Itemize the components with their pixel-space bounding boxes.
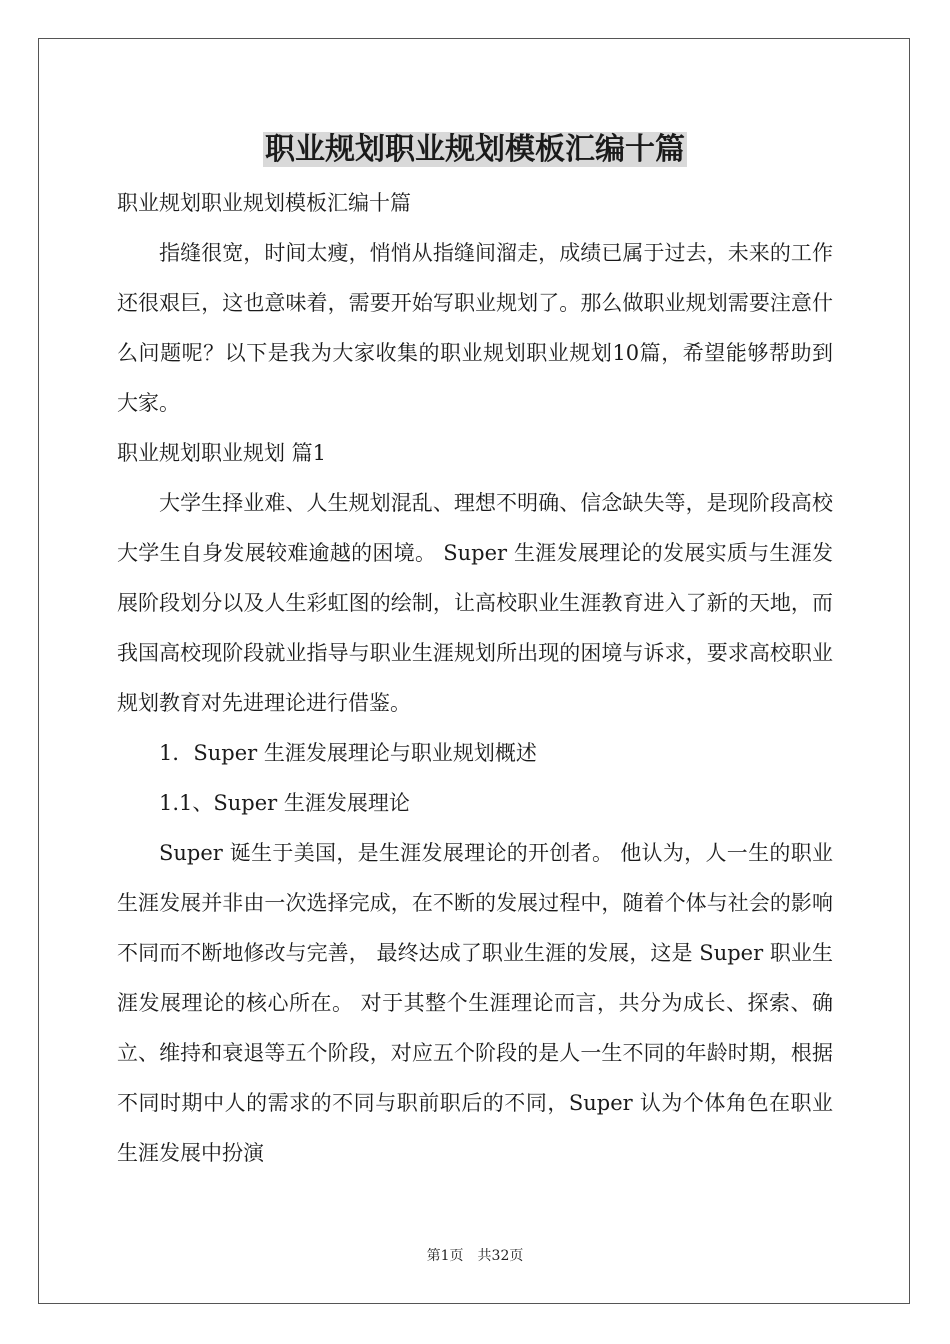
subheading-1-1: 1.1、Super 生涯发展理论: [159, 791, 410, 815]
document-title-text: 职业规划职业规划模板汇编十篇: [265, 132, 685, 167]
section-heading: 职业规划职业规划 篇1: [117, 441, 327, 465]
document-subtitle: 职业规划职业规划模板汇编十篇: [117, 191, 411, 215]
document-body: [117, 122, 833, 1178]
document-title: [117, 122, 833, 178]
subheading-1: 1．Super 生涯发展理论与职业规划概述: [159, 741, 537, 765]
intro-paragraph: 指缝很宽，时间太瘦，悄悄从指缝间溜走，成绩已属于过去，未来的工作还很艰巨，这也意味着，需要开始写职业规划了。那么做职业规划需要注意什么问题呢？以下是我为大家收集的职业规划职业规划10篇，希望能够帮助到大家。: [117, 241, 833, 415]
paragraph-1: 大学生择业难、人生规划混乱、理想不明确、信念缺失等，是现阶段高校大学生自身发展较难逾越的困境。 Super 生涯发展理论的发展实质与生涯发展阶段划分以及人生彩虹图的绘制，让高校职业生涯教育进入了新的天地，而我国高校现阶段就业指导与职业生涯规划所出现的困境与诉求，要求高校职业规划教育对先进理论进行借鉴。: [117, 491, 833, 715]
page-number-footer: 第1页 共32页: [426, 1248, 524, 1264]
paragraph-2: Super 诞生于美国，是生涯发展理论的开创者。 他认为，人一生的职业生涯发展并非由一次选择完成，在不断的发展过程中，随着个体与社会的影响不同而不断地修改与完善， 最终达成了职业生涯的发展，这是 Super 职业生涯发展理论的核心所在。 对于其整个生涯理论而言，共分为成长、探索、确立、维持和衰退等五个阶段，对应五个阶段的是人一生不同的年龄时期，根据不同时期中人的需求的不同与职前职后的不同，Super 认为个体角色在职业生涯发展中扮演: [117, 841, 833, 1165]
